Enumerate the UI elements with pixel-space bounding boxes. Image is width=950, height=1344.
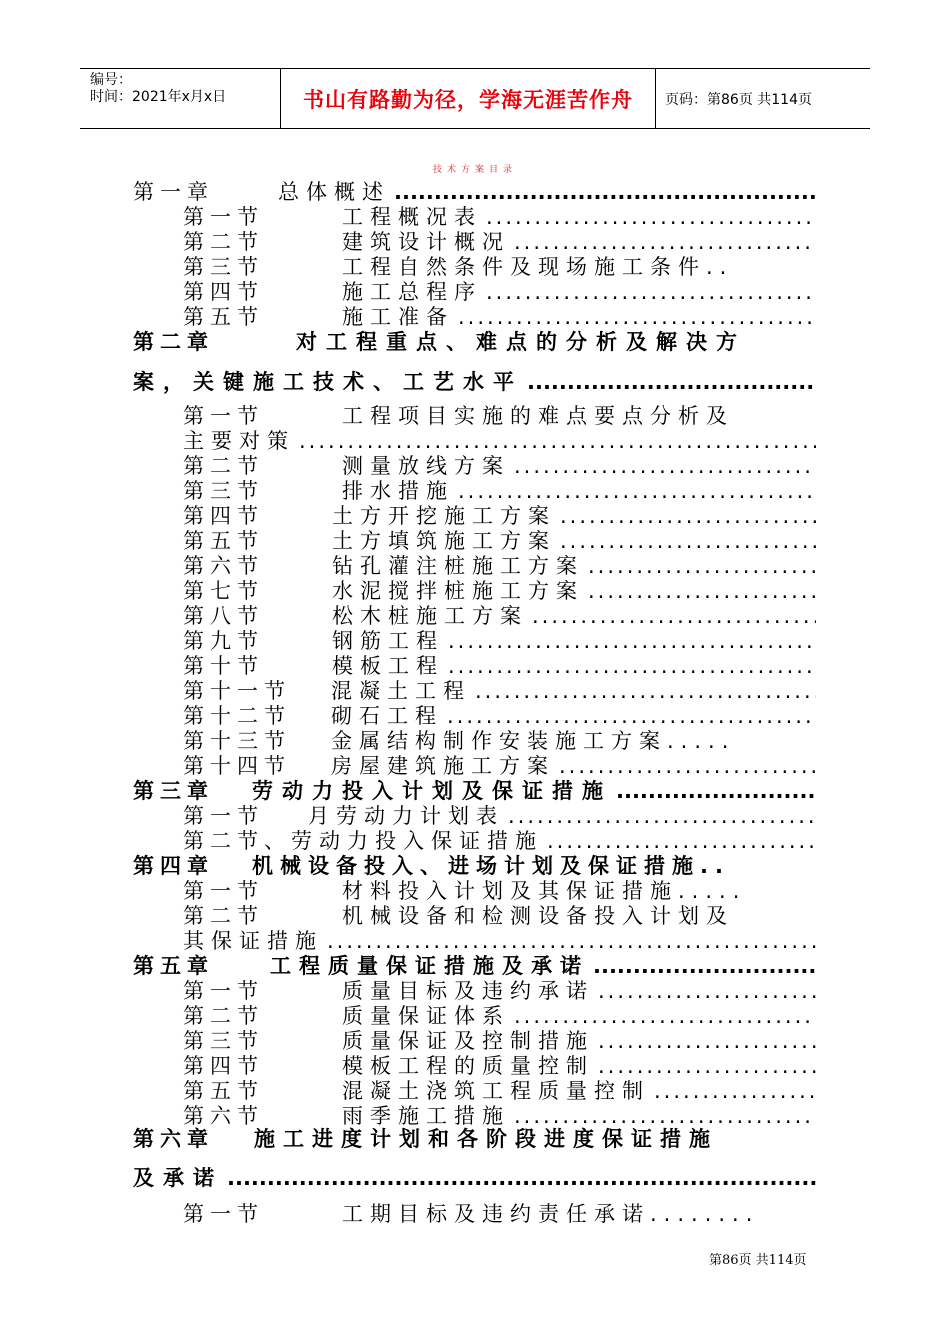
toc-title: 土方填筑施工方案 — [332, 529, 556, 553]
toc-leader — [560, 504, 816, 529]
toc-number: 第四节 — [183, 280, 264, 304]
toc-number: 第四章 — [133, 854, 214, 878]
toc-number: 第二节 — [183, 1004, 264, 1028]
toc-leader — [475, 679, 816, 704]
toc-title: 钢筋工程 — [332, 629, 444, 653]
toc-title: 排水措施 — [342, 479, 454, 503]
toc-number: 第三章 — [133, 779, 214, 803]
toc-leader — [598, 1029, 816, 1054]
toc-title: 混凝土工程 — [331, 679, 471, 703]
toc-section[interactable] — [183, 979, 816, 1004]
toc-leader — [514, 230, 816, 255]
toc-title: 施工进度计划和各阶段进度保证措施 — [254, 1127, 718, 1151]
toc-section[interactable] — [183, 1104, 816, 1129]
toc-leader — [458, 479, 816, 504]
toc-section[interactable] — [183, 1054, 816, 1079]
toc-title: 砌石工程 — [331, 704, 443, 728]
toc-section[interactable] — [183, 454, 816, 479]
toc-chapter-4[interactable] — [133, 854, 816, 879]
toc-section[interactable] — [183, 829, 816, 854]
toc-title: 劳动力投入保证措施 — [291, 829, 543, 853]
toc-section[interactable] — [183, 1079, 816, 1104]
toc-title: 水泥搅拌桩施工方案 — [332, 579, 584, 603]
toc-leader — [616, 779, 816, 804]
toc-leader — [560, 529, 816, 554]
toc-title: 及承诺 — [133, 1166, 223, 1190]
toc-number: 第十四节 — [183, 754, 291, 778]
toc-section[interactable] — [183, 305, 816, 330]
toc-title: 质量目标及违约承诺 — [342, 979, 594, 1003]
toc-number: 第二节 — [183, 230, 264, 254]
toc-chapter-1[interactable] — [133, 180, 816, 205]
toc-number: 第四节 — [183, 504, 264, 528]
toc-section[interactable] — [183, 504, 816, 529]
toc-number: 第三节 — [183, 479, 264, 503]
toc-chapter-2[interactable] — [133, 330, 816, 355]
toc-leader — [299, 429, 816, 454]
toc-leader — [514, 454, 816, 479]
toc-title: 案，关键施工技术、工艺水平 — [133, 370, 523, 394]
toc-number: 第六节 — [183, 1104, 264, 1128]
toc-leader — [598, 979, 816, 1004]
toc-chapter-3[interactable] — [133, 779, 816, 804]
toc-title: 对工程重点、难点的分析及解决方 — [296, 330, 746, 354]
toc-title: 总体概述 — [278, 180, 390, 204]
toc-leader — [514, 1004, 816, 1029]
toc-number: 第十二节 — [183, 704, 291, 728]
header-page-number: 页码：第86页 共114页 — [665, 91, 812, 108]
toc-title: 松木桩施工方案 — [332, 604, 528, 628]
toc-number: 第三节 — [183, 1029, 264, 1053]
toc-section[interactable] — [183, 579, 816, 604]
toc-title: 建筑设计概况 — [342, 230, 510, 254]
header-code: 编号： — [90, 72, 132, 88]
toc-number: 第七节 — [183, 579, 264, 603]
toc-number: 第五章 — [133, 954, 214, 978]
toc-number: 第二节、 — [183, 829, 291, 853]
toc-title: 工期目标及违约责任承诺........ — [342, 1202, 760, 1226]
toc-title: 机械设备和检测设备投入计划及 — [342, 904, 734, 928]
toc-title: 月劳动力计划表 — [308, 804, 504, 828]
toc-title: 测量放线方案 — [342, 454, 510, 478]
toc-number: 第一节 — [183, 879, 264, 903]
toc-title: 工程项目实施的难点要点分析及 — [342, 404, 734, 428]
toc-section[interactable] — [183, 729, 816, 754]
header-time: 时间：2021年x月x日 — [90, 89, 227, 105]
toc-title: 质量保证体系 — [342, 1004, 510, 1028]
toc-leader — [486, 280, 816, 305]
toc-section[interactable] — [183, 754, 816, 779]
toc-section[interactable] — [183, 804, 816, 829]
toc-leader — [593, 954, 816, 979]
toc-section[interactable] — [183, 205, 816, 230]
toc-number: 第四节 — [183, 1054, 264, 1078]
toc-title: 雨季施工措施 — [342, 1104, 510, 1128]
toc-section-cont[interactable] — [183, 929, 816, 954]
toc-section[interactable] — [183, 255, 816, 280]
toc-section[interactable] — [183, 654, 816, 679]
toc-section[interactable] — [183, 404, 816, 429]
toc-section[interactable] — [183, 629, 816, 654]
toc-leader — [654, 1079, 816, 1104]
toc-title: 劳动力投入计划及保证措施 — [252, 779, 612, 803]
toc-title: 混凝土浇筑工程质量控制 — [342, 1079, 650, 1103]
toc-chapter-6[interactable] — [133, 1127, 816, 1152]
toc-leader — [547, 829, 816, 854]
toc-leader — [588, 579, 816, 604]
toc-number: 第十三节 — [183, 729, 291, 753]
toc-number: 第一节 — [183, 1202, 264, 1226]
page-footer: 第86页 共114页 — [709, 1253, 807, 1268]
toc-number: 第一节 — [183, 979, 264, 1003]
toc-section[interactable] — [183, 479, 816, 504]
toc-chapter-5[interactable] — [133, 954, 816, 979]
toc-number: 第十节 — [183, 654, 264, 678]
toc-title: 主要对策 — [183, 429, 295, 453]
toc-title: 土方开挖施工方案 — [332, 504, 556, 528]
toc-title: 施工准备 — [342, 305, 454, 329]
toc-number: 第一章 — [133, 180, 214, 204]
toc-title: 房屋建筑施工方案 — [331, 754, 555, 778]
toc-chapter-2-cont[interactable] — [133, 370, 816, 395]
toc-number: 第九节 — [183, 629, 264, 653]
toc-leader — [227, 1166, 816, 1191]
toc-section[interactable] — [183, 1202, 816, 1227]
toc-title: 工程自然条件及现场施工条件.. — [342, 255, 734, 279]
toc-section-cont[interactable] — [183, 429, 816, 454]
toc-title: 机械设备投入、进场计划及保证措施.. — [252, 854, 730, 878]
toc-leader — [532, 604, 816, 629]
toc-title: 钻孔灌注桩施工方案 — [332, 554, 584, 578]
toc-section[interactable] — [183, 554, 816, 579]
toc-number: 第六节 — [183, 554, 264, 578]
toc-number: 第八节 — [183, 604, 264, 628]
toc-leader — [514, 1104, 816, 1129]
toc-section[interactable] — [183, 529, 816, 554]
toc-leader — [447, 704, 816, 729]
toc-number: 第六章 — [133, 1127, 214, 1151]
toc-leader — [448, 654, 816, 679]
toc-leader — [559, 754, 816, 779]
toc-title: 模板工程 — [332, 654, 444, 678]
toc-leader — [598, 1054, 816, 1079]
toc-section[interactable] — [183, 230, 816, 255]
toc-section[interactable] — [183, 879, 816, 904]
toc-number: 第二节 — [183, 904, 264, 928]
toc-number: 第五节 — [183, 1079, 264, 1103]
toc-title: 材料投入计划及其保证措施..... — [342, 879, 747, 903]
header-motto: 书山有路勤为径，学海无涯苦作舟 — [281, 69, 656, 128]
toc-title: 施工总程序 — [342, 280, 482, 304]
toc-title: 金属结构制作安装施工方案..... — [331, 729, 736, 753]
toc-number: 第五节 — [183, 305, 264, 329]
toc-leader — [588, 554, 816, 579]
toc-title: 工程质量保证措施及承诺 — [270, 954, 589, 978]
toc-section[interactable] — [183, 704, 816, 729]
toc-section[interactable] — [183, 679, 816, 704]
toc-number: 第三节 — [183, 255, 264, 279]
toc-title: 模板工程的质量控制 — [342, 1054, 594, 1078]
toc-leader — [508, 804, 816, 829]
toc-number: 第五节 — [183, 529, 264, 553]
toc-section[interactable] — [183, 904, 816, 929]
toc-leader — [327, 929, 816, 954]
toc-number: 第十一节 — [183, 679, 291, 703]
toc-section[interactable] — [183, 604, 816, 629]
toc-number: 第一节 — [183, 404, 264, 428]
toc-chapter-6-cont[interactable] — [133, 1166, 816, 1191]
toc-leader — [448, 629, 816, 654]
toc-number: 第二章 — [133, 330, 214, 354]
document-title: 技术方案目录 — [432, 165, 517, 175]
toc-title: 工程概况表 — [342, 205, 482, 229]
toc-leader — [527, 370, 816, 395]
toc-number: 第一节 — [183, 205, 264, 229]
toc-leader — [458, 305, 816, 330]
toc-leader — [394, 180, 816, 205]
toc-section[interactable] — [183, 1004, 816, 1029]
toc-section[interactable] — [183, 1029, 816, 1054]
toc-number: 第二节 — [183, 454, 264, 478]
toc-section[interactable] — [183, 280, 816, 305]
toc-title: 其保证措施 — [183, 929, 323, 953]
toc-leader — [486, 205, 816, 230]
toc-number: 第一节 — [183, 804, 264, 828]
toc-title: 质量保证及控制措施 — [342, 1029, 594, 1053]
